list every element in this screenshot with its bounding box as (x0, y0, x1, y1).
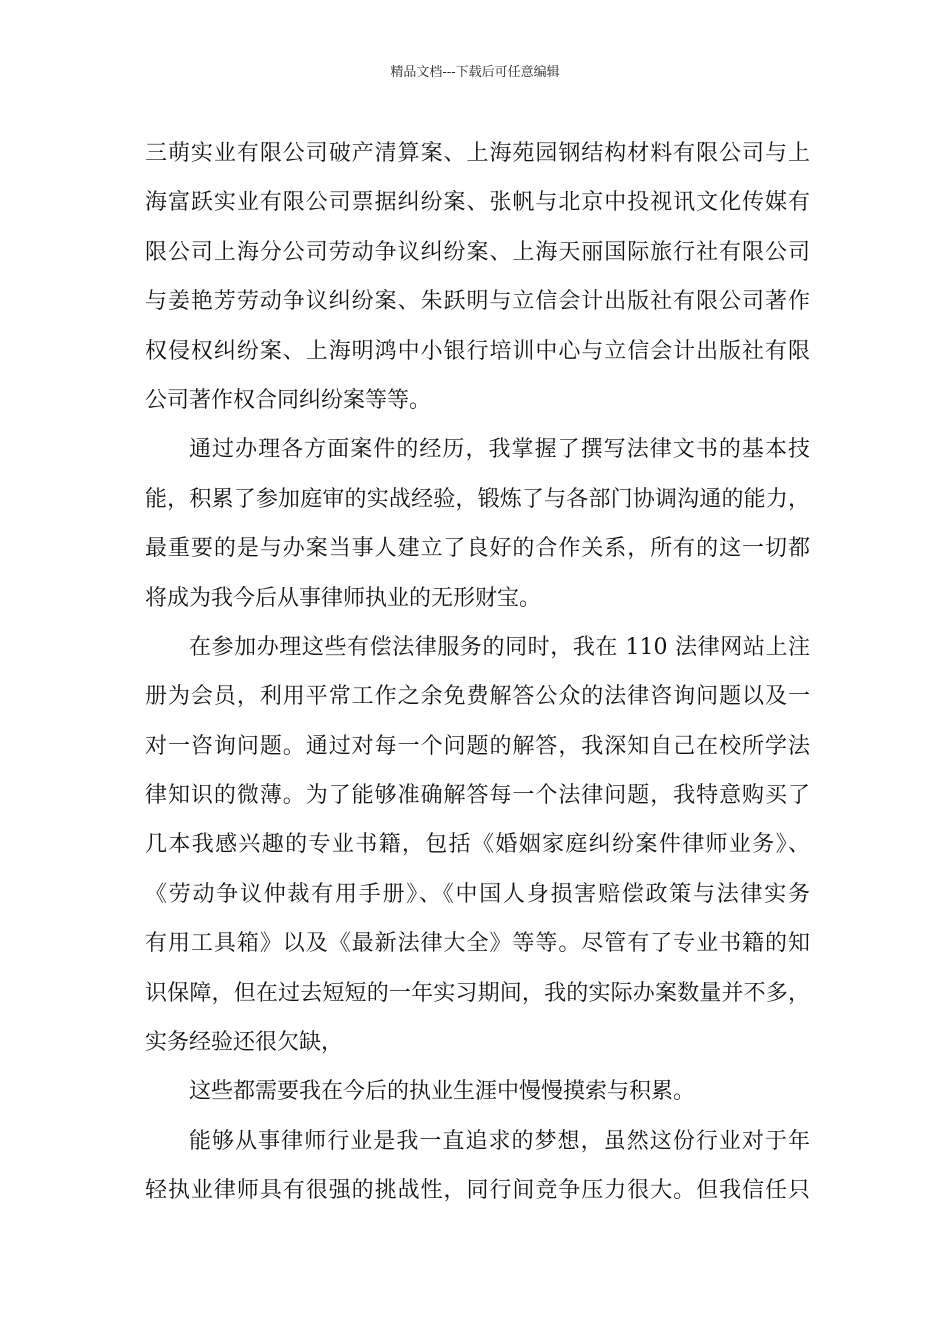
text-line: 有用工具箱》以及《最新法律大全》等等。尽管有了专业书籍的知 (145, 931, 810, 957)
text-line: 最重要的是与办案当事人建立了良好的合作关系，所有的这一切都 (145, 536, 810, 562)
text-line: 限公司上海分公司劳动争议纠纷案、上海天丽国际旅行社有限公司 (145, 239, 810, 265)
text-line: 册为会员，利用平常工作之余免费解答公众的法律咨询问题以及一 (145, 684, 810, 710)
text-line: 通过办理各方面案件的经历，我掌握了撰写法律文书的基本技 (189, 437, 810, 463)
text-line: 能，积累了参加庭审的实战经验，锻炼了与各部门协调沟通的能力， (145, 486, 810, 512)
text-line: 在参加办理这些有偿法律服务的同时，我在 110 法律网站上注 (189, 634, 810, 660)
text-line: 轻执业律师具有很强的挑战性，同行间竞争压力很大。但我信任只 (145, 1178, 810, 1204)
text-line: 海富跃实业有限公司票据纠纷案、张帆与北京中投视讯文化传媒有 (145, 190, 810, 216)
text-line: 权侵权纠纷案、上海明鸿中小银行培训中心与立信会计出版社有限 (145, 338, 810, 364)
page-header: 精品文档---下载后可任意编辑 (390, 65, 560, 80)
document-body (145, 129, 810, 1216)
text-line: 公司著作权合同纠纷案等等。 (145, 387, 432, 413)
text-line: 这些都需要我在今后的执业生涯中慢慢摸索与积累。 (189, 1079, 696, 1105)
text-line: 《劳动争议仲裁有用手册》、《中国人身损害赔偿政策与法律实务 (145, 881, 810, 907)
text-line: 能够从事律师行业是我一直追求的梦想，虽然这份行业对于年 (189, 1128, 810, 1154)
text-line: 几本我感兴趣的专业书籍，包括《婚姻家庭纠纷案件律师业务》、 (145, 832, 810, 858)
text-line: 对一咨询问题。通过对每一个问题的解答，我深知自己在校所学法 (145, 733, 810, 759)
text-line: 三萌实业有限公司破产清算案、上海苑园钢结构材料有限公司与上 (145, 141, 810, 166)
text-line: 与姜艳芳劳动争议纠纷案、朱跃明与立信会计出版社有限公司著作 (145, 289, 810, 315)
text-line: 律知识的微薄。为了能够准确解答每一个法律问题，我特意购买了 (145, 783, 810, 809)
text-line: 识保障，但在过去短短的一年实习期间，我的实际办案数量并不多， (145, 980, 810, 1006)
text-line: 实务经验还很欠缺， (145, 1030, 344, 1056)
text-line: 将成为我今后从事律师执业的无形财宝。 (145, 585, 542, 611)
